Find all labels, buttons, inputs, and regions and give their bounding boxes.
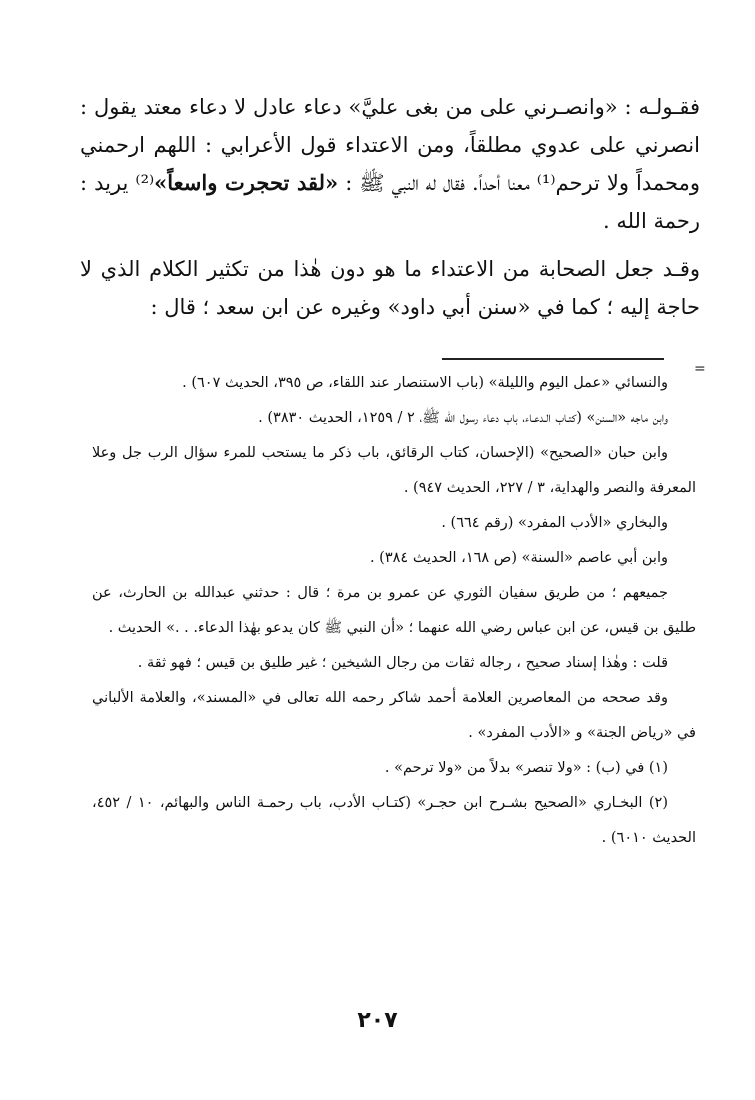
footnote-line: وقد صححه من المعاصرين العلامة أحمد شاكر رحمه الله تعالى في «المسند»، والعلامة الألباني في «رياض الجنة» و «الأدب المفرد» . (92, 690, 696, 741)
footnotes (92, 366, 696, 856)
main-paragraph-1 (80, 88, 700, 240)
footnote-line: وابن أبي عاصم «السنة» (ص ١٦٨، الحديث ٣٨٤) . (369, 550, 668, 566)
continuation-mark: = (694, 361, 706, 377)
main-text (80, 88, 700, 326)
footnote-line: وابن حبان «الصحيح» (الإحسان، كتاب الرقائق، باب ذكر ما يستحب للمرء سؤال الرب جل وعلا المعرفة والنصر والهداية، ٣ / ٢٢٧، الحديث ٩٤٧) . (92, 445, 696, 496)
footnote-2: (٢) البخـاري «الصحيح بشـرح ابن حجـر» (كتـاب الأدب، باب رحمـة الناس والبهائم، ١٠ / ٤٥٢، الحديث ٦٠١٠) . (92, 795, 696, 846)
footnote-line: جميعهم ؛ من طريق سفيان الثوري عن عمرو بن مرة ؛ قال : حدثني عبدالله بن الحارث، عن طليق بن قيس، عن ابن عباس رضي الله عنهما ؛ «أن النبي ﷺ كان يدعو بهٰذا الدعاء. . .» الحديث . (92, 585, 696, 636)
paragraph-1-text: فقـولـه : «وانصـرني على من بغى عليَّ» دعاء عادل لا دعاء معتد يقول : انصرني على عدوي مطلقاً، ومن الاعتداء قول الأعرابي : اللهم ارحمني ومحمداً ولا ترحم⁽¹⁾ معنا أحداً. فقال له النبي ﷺ : (80, 95, 700, 195)
footnote-line: والنسائي «عمل اليوم والليلة» (باب الاستنصار عند اللقاء، ص ٣٩٥، الحديث ٦٠٧) . (182, 375, 668, 391)
footnote-separator (442, 358, 664, 360)
footnote-1: (١) في (ب) : «ولا تنصر» بدلاً من «ولا ترحم» . (384, 760, 668, 776)
hadith-quote: «لقد تحجرت واسعاً» (154, 170, 339, 195)
main-paragraph-2: وقـد جعل الصحابة من الاعتداء ما هو دون هٰذا من تكثير الكلام الذي لا حاجة إليه ؛ كما في «سنن أبي داود» وغيره عن ابن سعد ؛ قال : (80, 257, 700, 319)
footnote-line: وابن ماجه «السنن» (كتـاب الـدعـاء، باب دعاء رسول الله ﷺ، ٢ / ١٢٥٩، الحديث ٣٨٣٠) . (258, 410, 668, 426)
page-number: ٢٠٧ (357, 1008, 398, 1033)
footnote-line: والبخاري «الأدب المفرد» (رقم ٦٦٤) . (441, 515, 668, 531)
paragraph-1-end: ⁽²⁾ يريد : رحمة الله . (80, 171, 700, 233)
footnote-line: قلت : وهٰذا إسناد صحيح ، رجاله ثقات من رجال الشيخين ؛ غير طليق بن قيس ؛ فهو ثقة . (137, 655, 668, 671)
